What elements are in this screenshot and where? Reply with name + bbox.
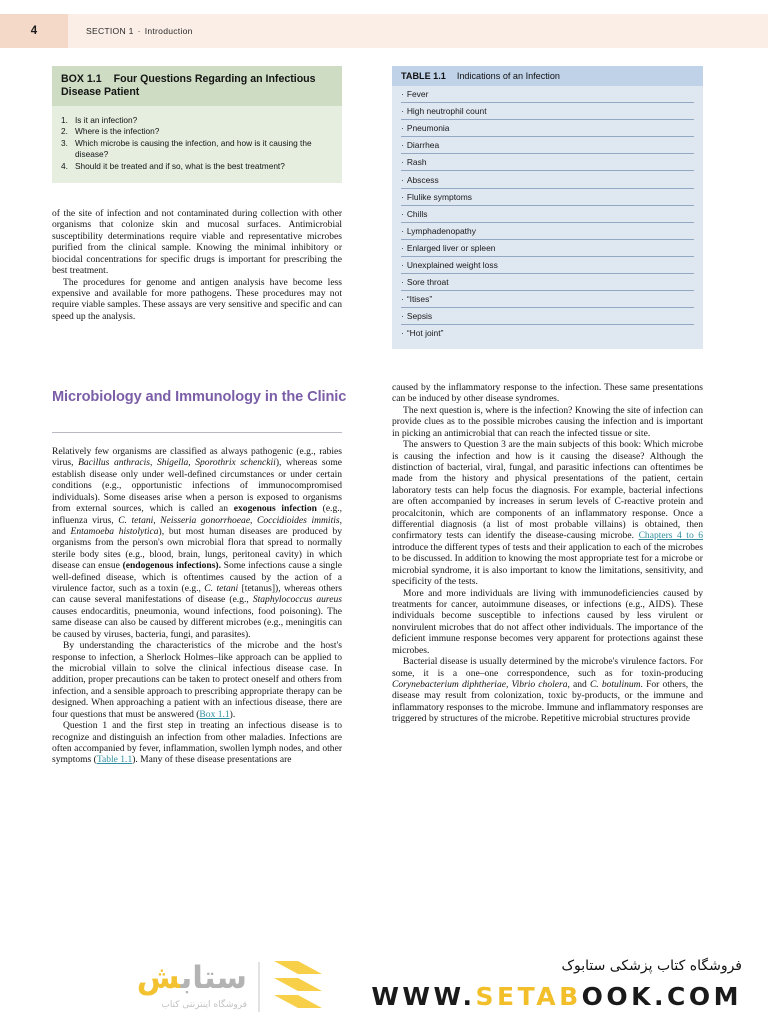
setabook-logo[interactable] bbox=[62, 956, 312, 1018]
cross-reference-chapters[interactable]: Chapters 4 to 6 bbox=[638, 530, 703, 542]
box-question-list bbox=[61, 115, 333, 172]
bullet-icon: · bbox=[401, 225, 404, 236]
bold-term: (endogenous infections). bbox=[122, 560, 221, 572]
list-item bbox=[61, 115, 333, 126]
table-cell: “Hot joint” bbox=[406, 328, 444, 339]
bullet-icon: · bbox=[401, 123, 404, 134]
text-run: , and bbox=[567, 678, 590, 690]
bullet-icon: · bbox=[401, 311, 404, 322]
table-cell: Sore throat bbox=[406, 277, 449, 288]
left-column-top bbox=[52, 208, 342, 322]
text-run: ). Many of these disease presentations are bbox=[132, 754, 292, 766]
logo-word-text: ستاب bbox=[180, 960, 247, 996]
text-run: ), but most human diseases are produced by organisms from the person's own microbial flora that spread to normally sterile body sites (e.g., blood, brain, lungs, peritoneal cavity) in which disease can ensue bbox=[52, 525, 343, 572]
list-item-number: 4. bbox=[61, 160, 68, 171]
bullet-icon: · bbox=[401, 294, 404, 305]
logo-accent-glyph: ش bbox=[136, 960, 181, 996]
table-cell: Rash bbox=[406, 157, 427, 168]
url-accent-seta: SETA bbox=[475, 982, 560, 1011]
section-title: Introduction bbox=[144, 26, 193, 36]
url-accent-b: B bbox=[559, 982, 582, 1011]
box-1-1 bbox=[52, 66, 342, 183]
footer-banner bbox=[0, 949, 768, 1023]
paragraph: The procedures for genome and antigen analysis have become less expensive and available for more pathogens. These procedures may not require viable samples. These assays are very sensitive and specific and can speed up the analysis. bbox=[52, 276, 342, 322]
page-title: Microbiology and Immunology in the Clinic bbox=[52, 389, 347, 405]
text-run: Relatively few organisms are classified as always pathogenic (e.g., rabies virus, bbox=[52, 446, 342, 469]
bullet-icon: · bbox=[401, 260, 404, 271]
table-row bbox=[401, 206, 694, 223]
list-item bbox=[61, 126, 333, 137]
logo-wordmark bbox=[62, 958, 247, 998]
list-item bbox=[61, 161, 333, 172]
italic-taxon: Corynebacterium diphtheriae, Vibrio cholera bbox=[392, 678, 568, 690]
url-suffix: OOK.COM bbox=[581, 982, 742, 1011]
table-cell: Sepsis bbox=[406, 311, 433, 322]
table-cell: “Itises” bbox=[406, 294, 433, 305]
section-label: SECTION 1 bbox=[86, 26, 134, 36]
italic-taxon: C. tetani, Neisseria gonorrhoeae, Coccidioides immitis bbox=[118, 514, 340, 526]
table-row bbox=[401, 240, 694, 257]
italic-taxon: C. tetani bbox=[204, 583, 239, 595]
paragraph bbox=[392, 656, 703, 725]
table-row bbox=[401, 325, 694, 341]
bullet-icon: · bbox=[401, 89, 404, 100]
text-run: introduce the different types of tests and their application to each of the microbes to be discussed. In addition to knowing the most appropriate test for a microbe or microbial syndrome, it is also important to know the limitations, sensitivity, and specificity of the tests. bbox=[392, 541, 703, 588]
text-run: (e.g., influenza virus, bbox=[52, 503, 342, 526]
table-row bbox=[401, 274, 694, 291]
italic-taxon: Entamoeba histolytica bbox=[70, 525, 159, 537]
list-item bbox=[61, 138, 333, 160]
table-header bbox=[392, 66, 703, 86]
bullet-icon: · bbox=[401, 328, 404, 339]
table-cell: Enlarged liver or spleen bbox=[406, 242, 496, 253]
table-cell: Flulike symptoms bbox=[406, 191, 472, 202]
paragraph: More and more individuals are living with immunodeficiencies caused by treatments for cancer, autoimmune diseases, or infections (e.g., AIDS). These individuals become susceptible to infections caused by less virulent or nonvirulent microbes that do not affect other individuals. The importance of the deficient immune response becomes very apparent for protections against these microbes. bbox=[392, 587, 703, 656]
breadcrumb-separator: · bbox=[137, 26, 141, 36]
table-cell: Unexplained weight loss bbox=[406, 260, 498, 271]
chevron-down-icon bbox=[274, 961, 322, 1018]
box-body bbox=[52, 106, 342, 183]
paragraph: The next question is, where is the infection? Knowing the site of infection can provide clues as to the possible microbes causing the infection and is important in picking an antimicrobial that can reach the infected tissue or site. bbox=[392, 404, 703, 439]
text-run: The answers to Question 3 are the main subjects of this book: Which microbe is causing the infection and how is it causing the disease? Although the distinction of bacterial, viral, fungal, and parasitic infections can oftentimes be made from the history and physical presentations of the patient, certain laboratory tests can help focus the diagnosis. For example, bacterial infections are often accompanied by increases in serum levels of C-reactive protein and procalcitonin, which are components of an inflammatory response. Once a differential diagnosis (a list of most probable villains) is obtained, then confirmatory tests can identify the disease-causing microbe. bbox=[392, 439, 703, 542]
paragraph: caused by the inflammatory response to the infection. These same presentations can be induced by other disease syndromes. bbox=[392, 382, 703, 405]
paragraph bbox=[392, 439, 703, 587]
italic-taxon: C. botulinum bbox=[589, 678, 641, 690]
list-item-number: 2. bbox=[61, 126, 68, 137]
list-item-text: Should it be treated and if so, what is the best treatment? bbox=[75, 160, 285, 171]
bullet-icon: · bbox=[401, 140, 404, 151]
box-number: BOX 1.1 bbox=[61, 73, 102, 85]
table-row bbox=[401, 257, 694, 274]
italic-taxon: Bacillus anthracis, Shigella, Sporothrix schenckii bbox=[78, 457, 276, 469]
section-breadcrumb bbox=[86, 14, 193, 48]
page-number: 4 bbox=[30, 25, 38, 37]
list-item-number: 1. bbox=[61, 114, 68, 125]
table-cell: Fever bbox=[406, 89, 429, 100]
table-body bbox=[392, 86, 703, 341]
cross-reference-box[interactable]: Box 1.1 bbox=[199, 708, 230, 720]
bullet-icon: · bbox=[401, 191, 404, 202]
bullet-icon: · bbox=[401, 208, 404, 219]
text-run: Some infections cause a single well-defined disease, which is oftentimes caused by the action of a virulence factor, such as a toxin (e.g., bbox=[52, 560, 342, 595]
paragraph bbox=[52, 720, 342, 766]
text-run: Question 1 and the first step in treating an infectious disease is to recognize and distinguish an infection from other maladies. Infections are often accompanied by fever, inflammation, swollen lymph nodes, and other symptoms ( bbox=[52, 720, 342, 766]
table-number: TABLE 1.1 bbox=[401, 71, 446, 81]
table-row bbox=[401, 86, 694, 103]
text-run: Bacterial disease is usually determined by the microbe's virulence factors. For some, it is a one–one correspondence, such as for toxin-producing bbox=[392, 656, 703, 679]
bold-term: exogenous infection bbox=[233, 503, 317, 515]
text-run: By understanding the characteristics of the microbe and the host's response to infection, a Sherlock Holmes–like approach can be applied to the microbial villain to solve the clinical infectious disease case. In addition, proper precautions can be taken to protect oneself and others from infection, and a sensible approach to prescribing appropriate therapy can be designed. When approaching a patient with an infectious disease, there are four questions that must be answered ( bbox=[52, 640, 342, 720]
logo-divider bbox=[258, 962, 260, 1012]
table-title: Indications of an Infection bbox=[456, 71, 560, 81]
table-row bbox=[401, 291, 694, 308]
bullet-icon: · bbox=[401, 174, 404, 185]
brand-tagline-fa: فروشگاه کتاب پزشکی ستابوک bbox=[561, 958, 742, 974]
right-column bbox=[392, 382, 703, 725]
paragraph: of the site of infection and not contaminated during collection with other organisms that colonize skin and mucosal surfaces. Antimicrobial susceptibility determinations require viable and representative microbes purified from the clinical sample. Knowing the minimal inhibitory or biocidal concentrations for specific drugs is important for prescribing the best treatment. bbox=[52, 208, 342, 277]
text-run: . For others, the disease may result from colonization, toxic by-products, or the immune and inflammatory responses to the microbe. Immune and inflammatory responses are triggered by structures of the microbe. Repetitive microbial structures provide bbox=[392, 678, 703, 725]
brand-url[interactable] bbox=[371, 982, 742, 1011]
paragraph bbox=[52, 446, 342, 640]
table-cell: Pneumonia bbox=[406, 123, 450, 134]
list-item-text: Is it an infection? bbox=[75, 114, 138, 125]
list-item-number: 3. bbox=[61, 138, 68, 148]
bullet-icon: · bbox=[401, 242, 404, 253]
bullet-icon: · bbox=[401, 157, 404, 168]
text-run: [tetanus]), whereas others can cause several manifestations of disease (e.g., bbox=[52, 583, 342, 606]
table-row bbox=[401, 103, 694, 120]
logo-tagline: فروشگاه اینترنتی کتاب bbox=[161, 1000, 247, 1010]
url-prefix: WWW. bbox=[371, 982, 476, 1011]
brand-block bbox=[371, 958, 742, 1011]
heading-rule bbox=[52, 432, 342, 433]
cross-reference-table[interactable]: Table 1.1 bbox=[96, 754, 133, 766]
running-header bbox=[0, 14, 768, 48]
text-run: ), whereas some establish disease only under well-defined circumstances or under certain conditions (e.g., opportunistic infections of immunocompromised individuals). Some diseases arise when a person is exposed to organisms from external sources, which is called an bbox=[52, 457, 343, 515]
table-row bbox=[401, 189, 694, 206]
table-cell: High neutrophil count bbox=[406, 106, 487, 117]
table-1-1 bbox=[392, 66, 703, 349]
table-row bbox=[401, 137, 694, 154]
table-row bbox=[401, 308, 694, 325]
bullet-icon: · bbox=[401, 277, 404, 288]
list-item-text: Where is the infection? bbox=[75, 126, 160, 137]
text-run: , and bbox=[52, 514, 342, 537]
paragraph bbox=[52, 640, 342, 720]
list-item-text: Which microbe is causing the infection, and how is it causing the disease? bbox=[75, 138, 312, 160]
table-row bbox=[401, 171, 694, 188]
box-title: Four Questions Regarding an Infectious Disease Patient bbox=[61, 73, 316, 99]
italic-taxon: Staphylococcus aureus bbox=[252, 594, 342, 606]
table-cell: Diarrhea bbox=[406, 140, 440, 151]
bullet-icon: · bbox=[401, 106, 404, 117]
left-column-body bbox=[52, 446, 342, 766]
table-row bbox=[401, 223, 694, 240]
text-run: causes endocarditis, pneumonia, wound infections, food poisoning). The same disease can also be caused by different microbes (e.g., meningitis can be caused by viruses, bacteria, fungi, and parasites). bbox=[52, 605, 342, 640]
table-cell: Lymphadenopathy bbox=[406, 225, 476, 236]
text-run: ). bbox=[229, 708, 236, 720]
table-row bbox=[401, 154, 694, 171]
table-cell: Abscess bbox=[406, 174, 439, 185]
box-header bbox=[52, 66, 342, 106]
table-cell: Chills bbox=[406, 208, 428, 219]
table-row bbox=[401, 120, 694, 137]
